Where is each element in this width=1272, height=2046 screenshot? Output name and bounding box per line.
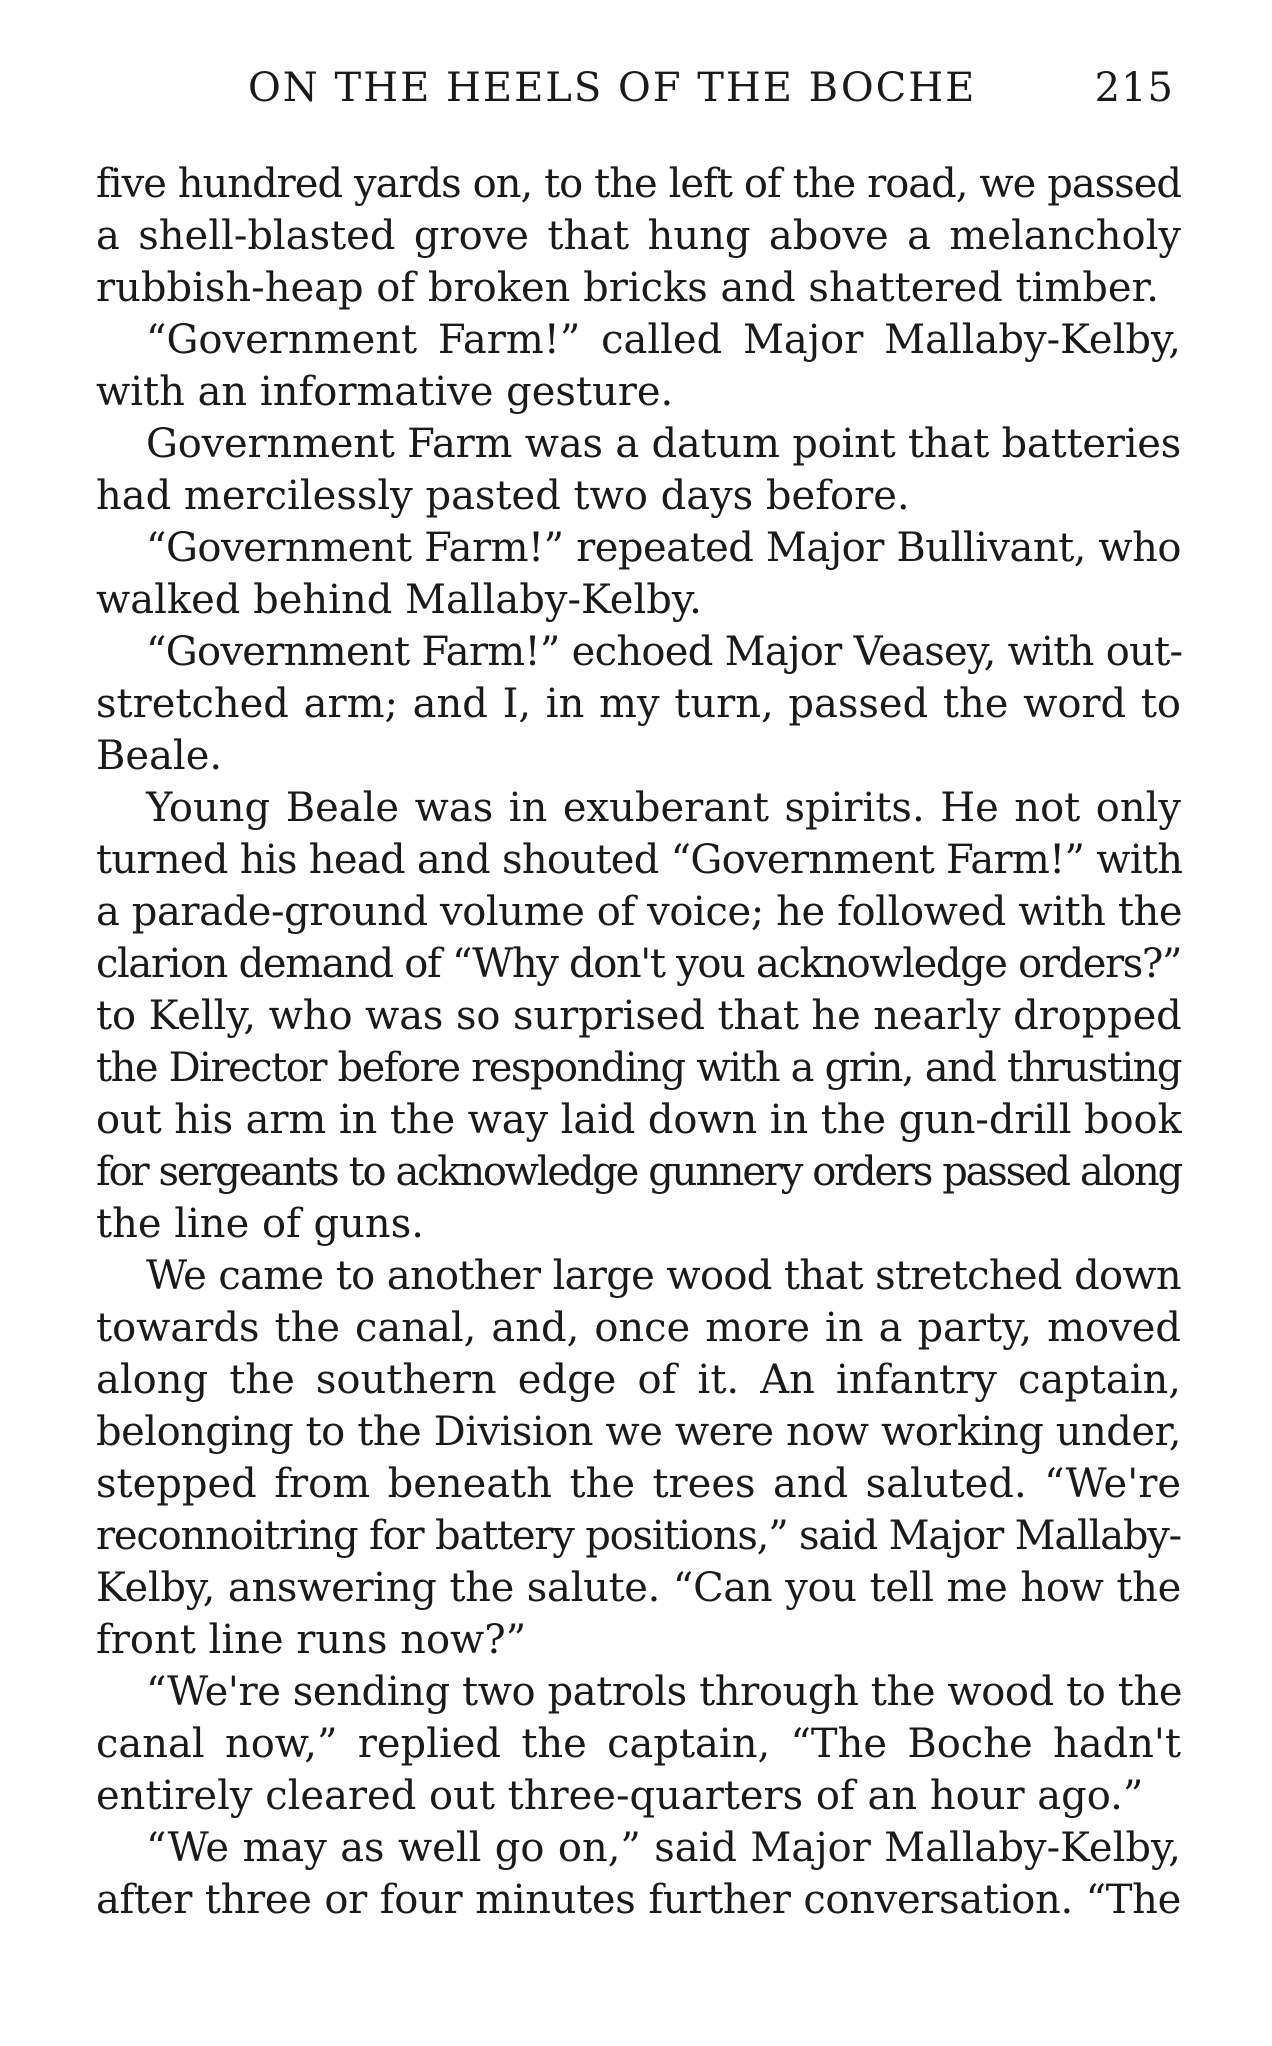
text-line: the Director before responding with a grin, and thrusting (96, 1045, 1181, 1091)
text-line: stepped from beneath the trees and saluted. “We're (96, 1461, 1181, 1507)
text-line: a shell-blasted grove that hung above a melancholy (96, 213, 1181, 259)
text-line: “Government Farm!” repeated Major Bullivant, who (146, 525, 1181, 571)
text-line: with an informative gesture. (96, 369, 674, 415)
text-line: front line runs now?” (96, 1617, 527, 1663)
text-line: Beale. (96, 733, 223, 779)
text-line: “We may as well go on,” said Major Mallaby-Kelby, (146, 1825, 1181, 1871)
text-line: turned his head and shouted “Government Farm!” with (96, 837, 1183, 883)
text-line: stretched arm; and I, in my turn, passed the word to (96, 681, 1181, 727)
text-line: reconnoitring for battery positions,” said Major Mallaby- (96, 1513, 1181, 1559)
text-line: “We're sending two patrols through the wood to the (146, 1669, 1183, 1715)
text-line: to Kelly, who was so surprised that he nearly dropped (96, 993, 1182, 1039)
text-line: walked behind Mallaby-Kelby. (96, 577, 702, 623)
text-line: after three or four minutes further conversation. “The (96, 1877, 1181, 1923)
text-line: Kelby, answering the salute. “Can you tell me how the (96, 1565, 1181, 1611)
text-line: entirely cleared out three-quarters of an hour ago.” (96, 1773, 1144, 1819)
text-line: out his arm in the way laid down in the gun-drill book (96, 1097, 1182, 1143)
text-line: five hundred yards on, to the left of the road, we passed (96, 161, 1181, 207)
text-line: for sergeants to acknowledge gunnery orders passed along (96, 1149, 1181, 1195)
text-line: “Government Farm!” called Major Mallaby-Kelby, (146, 317, 1181, 363)
text-line: a parade-ground volume of voice; he followed with the (96, 889, 1183, 935)
text-line: canal now,” replied the captain, “The Boche hadn't (96, 1721, 1181, 1767)
text-line: We came to another large wood that stretched down (146, 1253, 1181, 1299)
text-line: had mercilessly pasted two days before. (96, 473, 910, 519)
page-number: 215 (1094, 65, 1174, 111)
text-line: belonging to the Division we were now working under, (96, 1409, 1181, 1455)
text-line: the line of guns. (96, 1201, 424, 1247)
text-line: clarion demand of “Why don't you acknowledge orders?” (96, 941, 1181, 987)
text-line: rubbish-heap of broken bricks and shattered timber. (96, 265, 1160, 311)
running-head (96, 60, 1178, 116)
text-line: “Government Farm!” echoed Major Veasey, with out- (146, 629, 1183, 675)
text-line: Government Farm was a datum point that batteries (146, 421, 1182, 467)
text-line: along the southern edge of it. An infantry captain, (96, 1357, 1181, 1403)
running-title: ON THE HEELS OF THE BOCHE (248, 65, 977, 111)
body-text (96, 158, 1181, 1926)
text-line: towards the canal, and, once more in a party, moved (96, 1305, 1181, 1351)
text-line: Young Beale was in exuberant spirits. He not only (146, 785, 1181, 831)
